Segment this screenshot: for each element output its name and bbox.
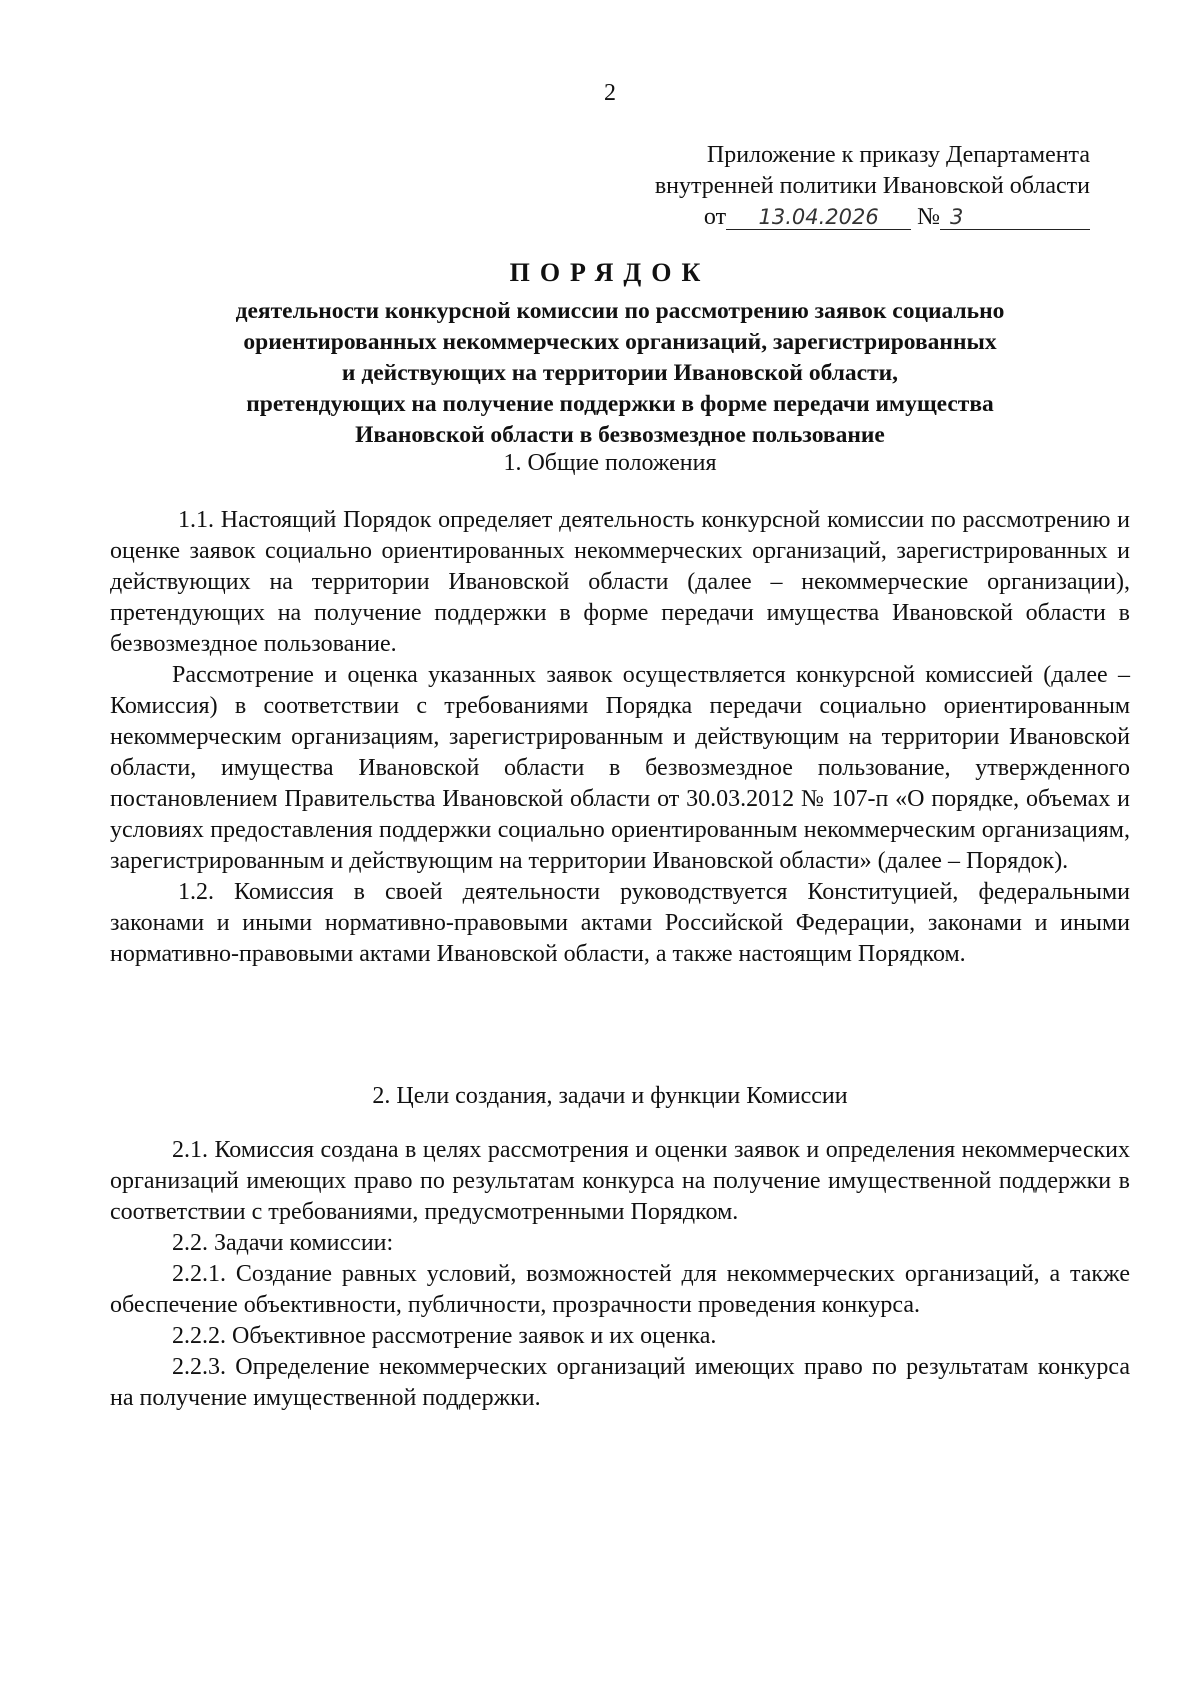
handwritten-number: 3 <box>940 205 1090 230</box>
paragraph: 1.2. Комиссия в своей деятельности руководствуется Конституцией, федеральными законами и иными нормативно-правовыми актами Российской Федерации, законами и иными нормативно-правовыми актами Ивановской области, а также настоящим Порядком. <box>110 879 1130 967</box>
appendix-date-line <box>530 202 1090 233</box>
paragraph: Рассмотрение и оценка указанных заявок осуществляется конкурсной комиссией (далее – Комиссия) в соответствии с требованиями Порядка передачи социально ориентированным некоммерческим организациям, зарегистрированным и действующим на территории Ивановской области, имущества Ивановской области в безвозмездное пользование, утвержденного постановлением Правительства Ивановской области от 30.03.2012 № 107-п «О порядке, объемах и условиях предоставления поддержки социально ориентированным некоммерческим организациям, зарегистрированным и действующим на территории Ивановской области» (далее – Порядок). <box>110 662 1130 874</box>
section-2-body <box>110 1135 1130 1414</box>
paragraph: 2.1. Комиссия создана в целях рассмотрения и оценки заявок и определения некоммерческих организаций имеющих право по результатам конкурса на получение имущественной поддержки в соответствии с требованиями, предусмотренными Порядком. <box>110 1137 1130 1225</box>
section-1-heading: 1. Общие положения <box>503 450 717 476</box>
paragraph: 2.2.1. Создание равных условий, возможностей для некоммерческих организаций, а также обеспечение объективности, публичности, прозрачности проведения конкурса. <box>110 1261 1130 1318</box>
subtitle-line: и действующих на территории Ивановской области, <box>341 360 899 386</box>
subtitle-line: ориентированных некоммерческих организаций, зарегистрированных <box>243 329 997 355</box>
appendix-line-2: внутренней политики Ивановской области <box>654 173 1090 199</box>
appendix-line-1: Приложение к приказу Департамента <box>706 142 1090 168</box>
date-prefix: от <box>703 204 727 230</box>
paragraph: 2.2.3. Определение некоммерческих организаций имеющих право по результатам конкурса на получение имущественной поддержки. <box>110 1354 1130 1411</box>
paragraph: 2.2. Задачи комиссии: <box>172 1230 394 1256</box>
subtitle-line: претендующих на получение поддержки в форме передачи имущества <box>246 391 994 417</box>
subtitle-line: Ивановской области в безвозмездное пользование <box>355 422 885 448</box>
document-title: ПОРЯДОК <box>509 258 711 287</box>
number-prefix: № <box>917 204 940 230</box>
page-number: 2 <box>604 80 616 106</box>
paragraph: 1.1. Настоящий Порядок определяет деятельность конкурсной комиссии по рассмотрению и оценке заявок социально ориентированных некоммерческих организаций, зарегистрированных и действующих на территории Ивановской области (далее – некоммерческие организации), претендующих на получение поддержки в форме передачи имущества Ивановской области в безвозмездное пользование. <box>110 507 1130 657</box>
section-1-body <box>110 505 1130 970</box>
paragraph: 2.2.2. Объективное рассмотрение заявок и их оценка. <box>172 1323 717 1349</box>
document-subtitle <box>130 296 1110 451</box>
subtitle-line: деятельности конкурсной комиссии по рассмотрению заявок социально <box>235 298 1005 324</box>
appendix-block <box>530 140 1090 233</box>
handwritten-date: 13.04.2026 <box>726 205 911 230</box>
section-2-heading: 2. Цели создания, задачи и функции Комиссии <box>372 1083 848 1109</box>
